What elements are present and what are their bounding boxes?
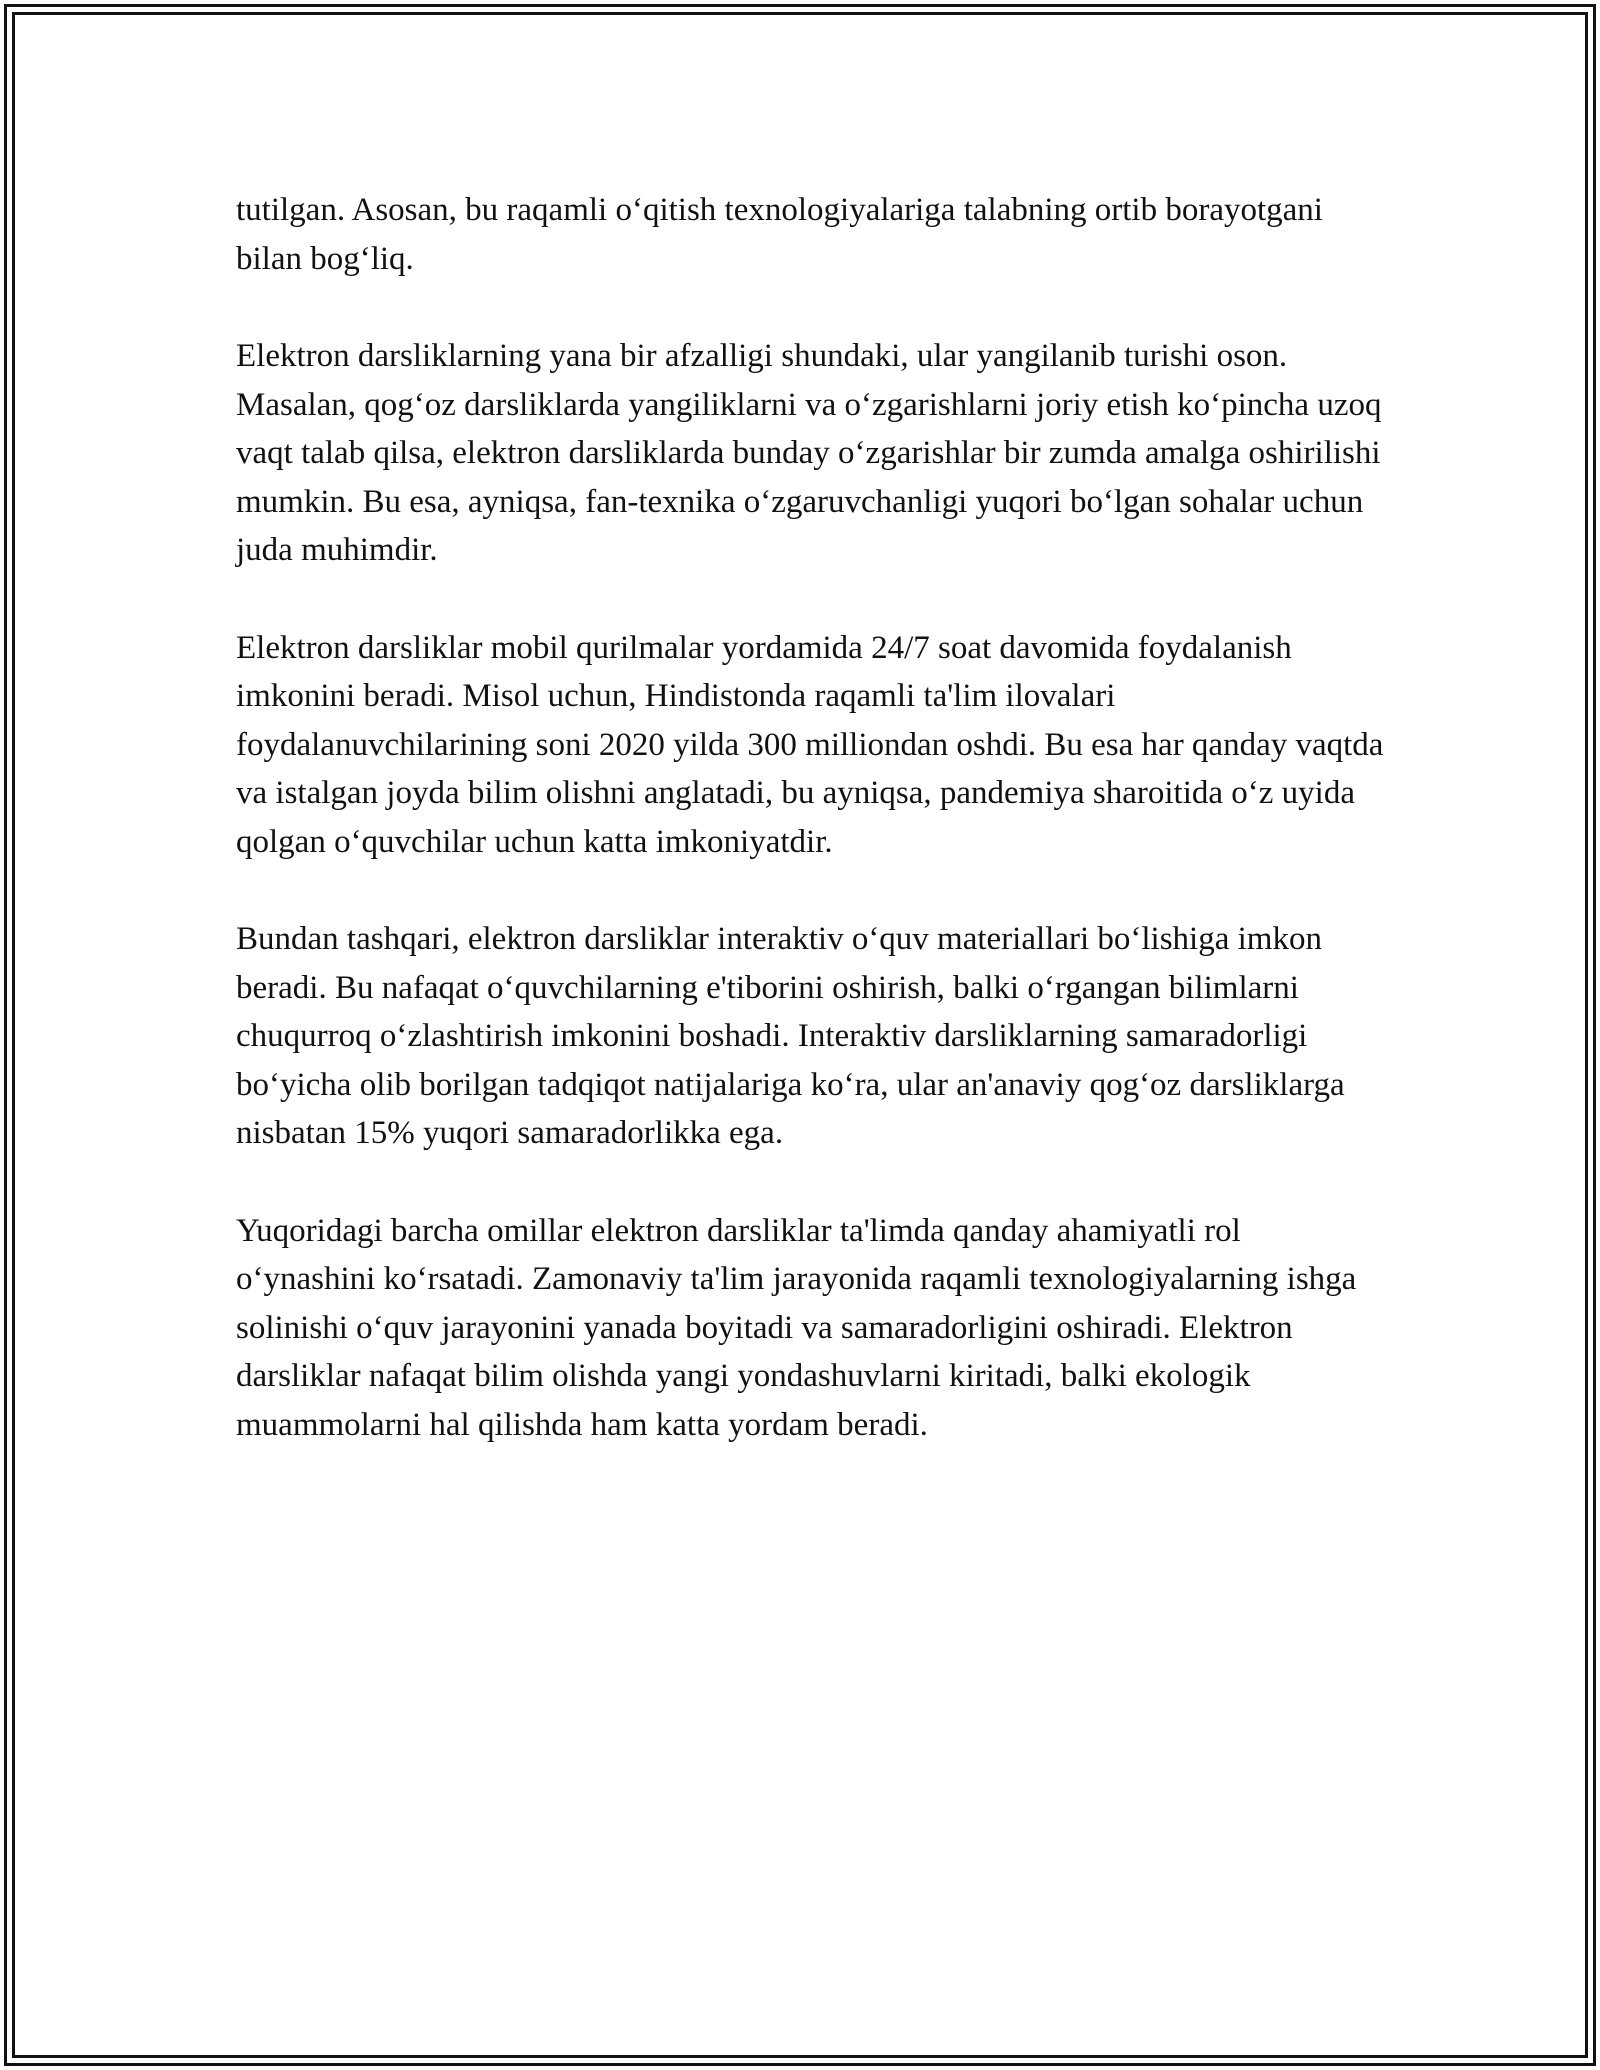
- document-body: [236, 186, 1386, 1498]
- paragraph-1: tutilgan. Asosan, bu raqamli o‘qitish texnologiyalariga talabning ortib borayotgani bilan bog‘liq.: [236, 192, 1323, 277]
- paragraph-4: Bundan tashqari, elektron darsliklar interaktiv o‘quv materiallari bo‘lishiga imkon beradi. Bu nafaqat o‘quvchilarning e'tiborini oshirish, balki o‘rgangan bilimlarni chuqurroq o‘zlashtirish imkonini boshadi. Interaktiv darsliklarning samaradorligi bo‘yicha olib borilgan tadqiqot natijalariga ko‘ra, ular an'anaviy qog‘oz darsliklarga nisbatan 15% yuqori samaradorlikka ega.: [236, 921, 1345, 1151]
- paragraph-3: Elektron darsliklar mobil qurilmalar yordamida 24/7 soat davomida foydalanish imkonini beradi. Misol uchun, Hindistonda raqamli ta'lim ilovalari foydalanuvchilarining soni 2020 yilda 300 milliondan oshdi. Bu esa har qanday vaqtda va istalgan joyda bilim olishni anglatadi, bu ayniqsa, pandemiya sharoitida o‘z uyida qolgan o‘quvchilar uchun katta imkoniyatdir.: [236, 629, 1384, 860]
- paragraph-5: Yuqoridagi barcha omillar elektron darsliklar ta'limda qanday ahamiyatli rol o‘ynashini ko‘rsatadi. Zamonaviy ta'lim jarayonida raqamli texnologiyalarning ishga solinishi o‘quv jarayonini yanada boyitadi va samaradorligini oshiradi. Elektron darsliklar nafaqat bilim olishda yangi yondashuvlarni kiritadi, balki ekologik muammolarni hal qilishda ham katta yordam beradi.: [236, 1212, 1357, 1443]
- paragraph-2: Elektron darsliklarning yana bir afzalligi shundaki, ular yangilanib turishi oson. Masalan, qog‘oz darsliklarda yangiliklarni va o‘zgarishlarni joriy etish ko‘pincha uzoq vaqt talab qilsa, elektron darsliklarda bunday o‘zgarishlar bir zumda amalga oshirilishi mumkin. Bu esa, ayniqsa, fan-texnika o‘zgaruvchanligi yuqori bo‘lgan sohalar uchun juda muhimdir.: [236, 338, 1382, 568]
